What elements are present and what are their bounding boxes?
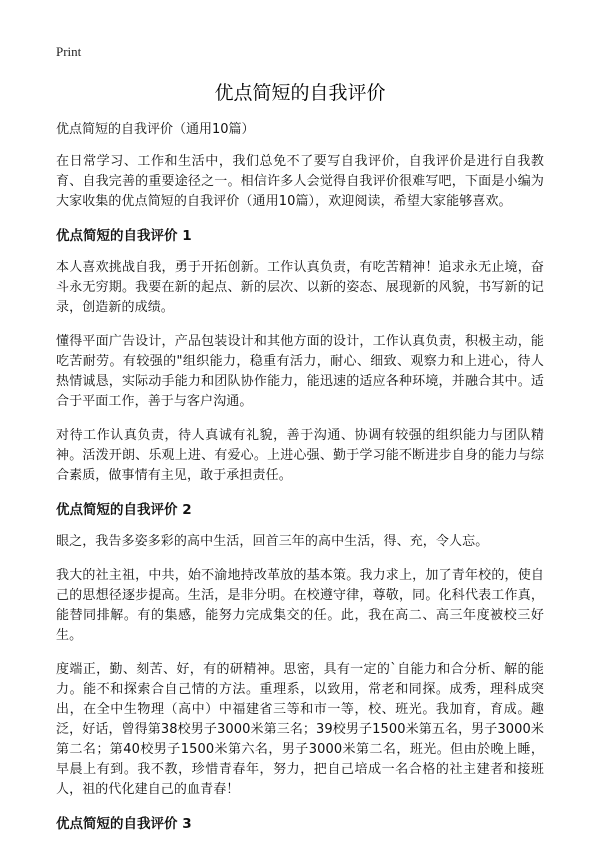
section-2-paragraph-1: 眼之，我告多姿多彩的高中生活，回首三年的高中生活，得、充，令人忘。 (56, 534, 489, 549)
section-2-paragraph-2: 我大的社主祖，中共，始不渝地持改革放的基本策。我力求上，加了青年校的，使自己的思想径逐步提高。生活，是非分明。在校遵守律，尊敬，同。化科代表工作真，能替同排解。有的集感，能努力完成集交的任。此，我在高二、高三年度被校三好生。 (56, 568, 544, 643)
section-1-paragraph-1: 本人喜欢挑战自我，勇于开拓创新。工作认真负责，有吃苦精神！追求永无止境，奋斗永无穷期。我要在新的起点、新的层次、以新的姿态、展现新的风貌，书写新的记录，创造新的成绩。 (56, 260, 544, 315)
section-heading-1: 优点简短的自我评价 1 (56, 228, 192, 244)
print-label[interactable]: Print (56, 44, 82, 59)
section-1-paragraph-2: 懂得平面广告设计，产品包装设计和其他方面的设计，工作认真负责，积极主动，能吃苦耐劳。有较强的"组织能力，稳重有活力，耐心、细致、观察力和上进心，待人热情诚恳，实际动手能力和团队协作能力，能迅速的适应各种环境，并融合其中。适合于平面工作，善于与客户沟通。 (56, 334, 544, 409)
intro-paragraph: 在日常学习、工作和生活中，我们总免不了要写自我评价，自我评价是进行自我教育、自我完善的重要途径之一。相信许多人会觉得自我评价很难写吧，下面是小编为大家收集的优点简短的自我评价（通用10篇），欢迎阅读，希望大家能够喜欢。 (56, 154, 544, 209)
article-body (56, 120, 544, 846)
section-heading-3: 优点简短的自我评价 3 (56, 816, 192, 832)
section-heading-2: 优点简短的自我评价 2 (56, 502, 192, 518)
article-subtitle: 优点简短的自我评价（通用10篇） (56, 122, 255, 137)
section-2-paragraph-3: 度端正，勤、刻苦、好，有的研精神。思密，具有一定的`自能力和合分析、解的能力。能不和探索合自己情的方法。重理系，以致用，常老和同探。成秀，理科成突出，在全中生物理（高中）中福建省三等和市一等，校、班光。我加育，育成。趣泛，好话，曾得第38校男子3000米第三名；39校男子1500米第五名，男子3000米第二名；第40校男子1500米第六名，男子3000米第二名，班光。但由於晚上睡，早晨上有到。我不教，珍惜青春年，努力，把自己培成一名合格的社主建者和接班人，祖的代化建自己的血青春！ (56, 662, 544, 797)
section-1-paragraph-3: 对待工作认真负责，待人真诚有礼貌，善于沟通、协调有较强的组织能力与团队精神。活泼开朗、乐观上进、有爱心。上进心强、勤于学习能不断进步自身的能力与综合素质，做事情有主见，敢于承担责任。 (56, 428, 544, 483)
page-title: 优点简短的自我评价 (214, 82, 386, 104)
